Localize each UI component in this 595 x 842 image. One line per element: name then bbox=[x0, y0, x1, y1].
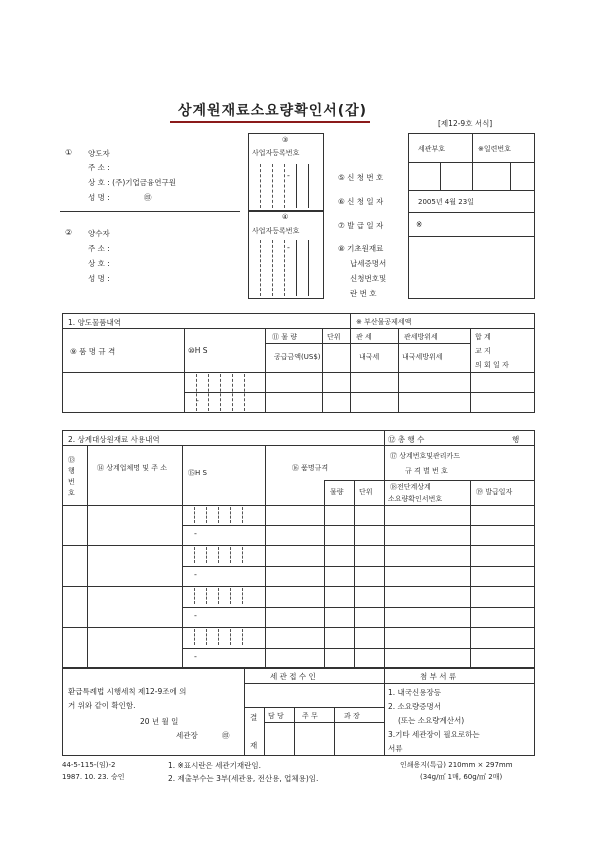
approval-date: 1987. 10. 23. 승인 bbox=[62, 773, 125, 781]
confirm-date: 20 년 월 일 bbox=[140, 717, 179, 726]
section2-dash: - bbox=[194, 611, 197, 620]
customs-code-label: 세관부호 bbox=[418, 145, 446, 153]
attachment-item-2b: (또는 소요량계산서) bbox=[398, 716, 465, 725]
transferee-label: 양수자 bbox=[88, 229, 110, 238]
footer-note-2: 2. 제출부수는 3부(세관용, 전산용, 업체용)임. bbox=[168, 774, 319, 783]
attachment-item-1: 1. 내국신용장등 bbox=[388, 688, 442, 697]
confirm-seal: ㊞ bbox=[222, 731, 230, 740]
section2-total-label: ⑫ 총 행 수 bbox=[388, 435, 425, 444]
refund-label-3: 신청번호및 bbox=[350, 274, 387, 283]
section1-col-tax: 관세방위세 bbox=[404, 333, 438, 341]
footer-note-1: 1. ※표시란은 세관기재란임. bbox=[168, 761, 262, 770]
confirm-text-1: 환급특례법 시행세칙 제12-9조에 의 bbox=[68, 687, 187, 696]
section2-col-unit: 단위 bbox=[359, 488, 373, 496]
biz-reg-4-label: 사업자등록번호 bbox=[252, 227, 300, 235]
section1-col-unit: 단위 bbox=[327, 333, 341, 341]
attachment-item-3b: 서류 bbox=[388, 744, 403, 753]
section2-col-manage2: 규 격 별 번 호 bbox=[405, 467, 448, 475]
section2-col-company: ⑭ 상계업체명 및 주 소 bbox=[97, 464, 167, 472]
transferee-name: 성 명 : bbox=[88, 274, 110, 283]
section2-total-unit: 행 bbox=[512, 435, 520, 444]
transferor-company: 상 호 : (주)기업금융연구원 bbox=[88, 178, 176, 187]
paper-spec-1: 인쇄용지(특급) 210mm × 297mm bbox=[400, 761, 513, 769]
transferee-company: 상 호 : bbox=[88, 259, 110, 268]
section1-title: 1. 양도물품내역 bbox=[68, 318, 122, 327]
section1-dash: - bbox=[196, 396, 199, 405]
section1-col-customs-in: 내국세 bbox=[359, 353, 380, 361]
transferor-label: 양도자 bbox=[88, 149, 110, 158]
attachment-item-3: 3.기타 세관장이 필요로하는 bbox=[388, 730, 480, 739]
attachments-title: 첨 부 서 류 bbox=[420, 672, 457, 681]
refund-label-4: 란 번 호 bbox=[350, 289, 377, 298]
section2-col-item: ⑯ 품명규격 bbox=[291, 464, 329, 472]
biz-reg-3-number: ③ bbox=[282, 136, 289, 144]
biz-reg-4-dash: - bbox=[287, 243, 290, 252]
section1-deduction: ※ 부산물공제세액 bbox=[356, 318, 412, 326]
section1-col-date: 의 회 일 자 bbox=[475, 361, 509, 369]
transferor-number: ① bbox=[65, 148, 73, 157]
staff-label: 담 당 bbox=[268, 712, 284, 720]
confirm-text-2: 거 위와 같이 확인함. bbox=[68, 701, 136, 710]
section1-col-customs: 관 세 bbox=[356, 333, 372, 341]
biz-reg-4-number: ④ bbox=[282, 213, 289, 221]
form-number: [제12-9호 서식] bbox=[438, 119, 493, 128]
section1-col-place: 교 지 bbox=[475, 347, 491, 355]
application-date-value: 2005년 4월 23일 bbox=[418, 198, 474, 206]
section2-dash: - bbox=[194, 652, 197, 661]
section1-col-supply: 공급금액(US$) bbox=[274, 353, 321, 361]
section1-col-hs: ⑩H S bbox=[188, 346, 208, 355]
paper-spec-2: (34g/㎡ 1매, 60g/㎡ 2매) bbox=[420, 773, 503, 781]
issue-date-value: ※ bbox=[416, 220, 423, 229]
biz-reg-3-label: 사업자등록번호 bbox=[252, 149, 300, 157]
attachment-item-2: 2. 소요량증명서 bbox=[388, 702, 442, 711]
receipt-title: 세 관 접 수 인 bbox=[270, 672, 316, 681]
confirm-chief: 세관장 bbox=[176, 731, 198, 740]
biz-reg-3-dash: - bbox=[287, 171, 290, 180]
transferee-address: 주 소 : bbox=[88, 244, 110, 253]
page-title: 상계원재료소요량확인서(갑) bbox=[178, 103, 368, 119]
section2-title: 2. 상계대상원재료 사용내역 bbox=[68, 435, 160, 444]
form-code: 44-5-115-(임)-2 bbox=[62, 761, 116, 769]
section2-col-hs: ⑮H S bbox=[188, 469, 207, 477]
application-number-label: ⑤ 신 청 번 호 bbox=[338, 173, 384, 182]
refund-label-1: ⑧ 기초원재료 bbox=[338, 244, 384, 253]
section1-col-qty: ⑪ 물 량 bbox=[272, 333, 297, 341]
section2-col-issue: ⑲ 발급일자 bbox=[476, 488, 513, 496]
approval-label: 결 bbox=[250, 713, 258, 722]
issue-date-label: ⑦ 발 급 일 자 bbox=[338, 221, 384, 230]
manager-label: 주 무 bbox=[302, 712, 318, 720]
transferor-seal: ㊞ bbox=[144, 193, 152, 202]
title-underline bbox=[170, 121, 370, 123]
transferee-number: ② bbox=[65, 228, 73, 237]
refund-label-2: 납세증명서 bbox=[350, 259, 387, 268]
transferor-name: 성 명 : bbox=[88, 193, 110, 202]
head-label: 과 장 bbox=[344, 712, 360, 720]
application-date-label: ⑥ 신 청 일 자 bbox=[338, 197, 384, 206]
section1-col-total: 합 계 bbox=[475, 333, 491, 341]
section2-col-qty: 물량 bbox=[330, 488, 344, 496]
section1-col-tax2: 내국세방위세 bbox=[402, 353, 443, 361]
serial-number-label: ※일련번호 bbox=[478, 145, 511, 153]
section1-col-item: ⑨ 품 명 규 격 bbox=[70, 347, 116, 356]
transferor-address: 주 소 : bbox=[88, 163, 110, 172]
approval-label-2: 재 bbox=[250, 741, 258, 750]
section2-col-manage: ⑰ 상계번호및관리카드 bbox=[390, 452, 461, 460]
section2-col-prev2: 소요량확인서번호 bbox=[388, 495, 443, 503]
section2-col-prev: ⑱전단계상계 bbox=[390, 483, 431, 491]
section2-dash: - bbox=[194, 529, 197, 538]
section2-dash: - bbox=[194, 570, 197, 579]
section2-col-row: ⑬ 행 번 호 bbox=[68, 456, 75, 497]
